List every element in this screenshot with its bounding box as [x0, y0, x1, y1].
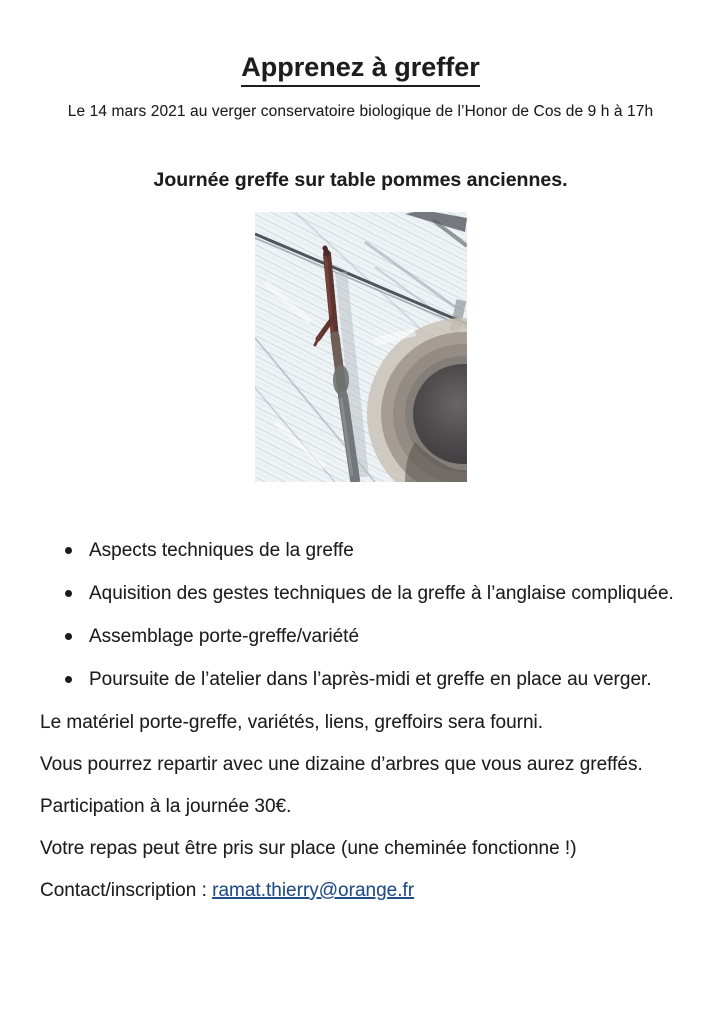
paragraph-materials: Le matériel porte-greffe, variétés, liens, greffoirs sera fourni.	[40, 712, 544, 733]
contact-line	[40, 876, 693, 905]
grafting-photo-image	[255, 212, 467, 482]
topics-list	[63, 536, 691, 694]
paragraph-fee: Participation à la journée 30€.	[40, 796, 292, 817]
section-heading: Journée greffe sur table pommes anciennes.	[153, 169, 568, 191]
bullet-icon	[63, 536, 89, 565]
list-item	[63, 622, 691, 651]
contact-label: Contact/inscription :	[40, 880, 213, 901]
bullet-icon	[63, 665, 89, 694]
bullet-icon	[63, 579, 89, 608]
grafting-photo	[255, 212, 467, 482]
contact-email-link[interactable]: ramat.thierry@orange.fr	[212, 880, 415, 901]
list-item-text: Aquisition des gestes techniques de la greffe à l’anglaise compliquée.	[89, 583, 674, 604]
list-item-text: Poursuite de l’atelier dans l’après-midi et greffe en place au verger.	[89, 669, 652, 690]
page-title-text: Apprenez à greffer	[241, 52, 480, 87]
event-date-line: Le 14 mars 2021 au verger conservatoire biologique de l’Honor de Cos de 9 h à 17h	[67, 103, 654, 120]
paragraph-take-home-trees: Vous pourrez repartir avec une dizaine d’arbres que vous aurez greffés.	[40, 754, 643, 775]
list-item-text: Aspects techniques de la greffe	[89, 540, 354, 561]
paragraph-meal: Votre repas peut être pris sur place (une cheminée fonctionne !)	[40, 838, 577, 859]
bullet-icon	[63, 622, 89, 651]
list-item	[63, 665, 691, 694]
page-title	[0, 52, 721, 87]
list-item-text: Assemblage porte-greffe/variété	[89, 626, 360, 647]
list-item	[63, 536, 691, 565]
list-item	[63, 579, 691, 608]
